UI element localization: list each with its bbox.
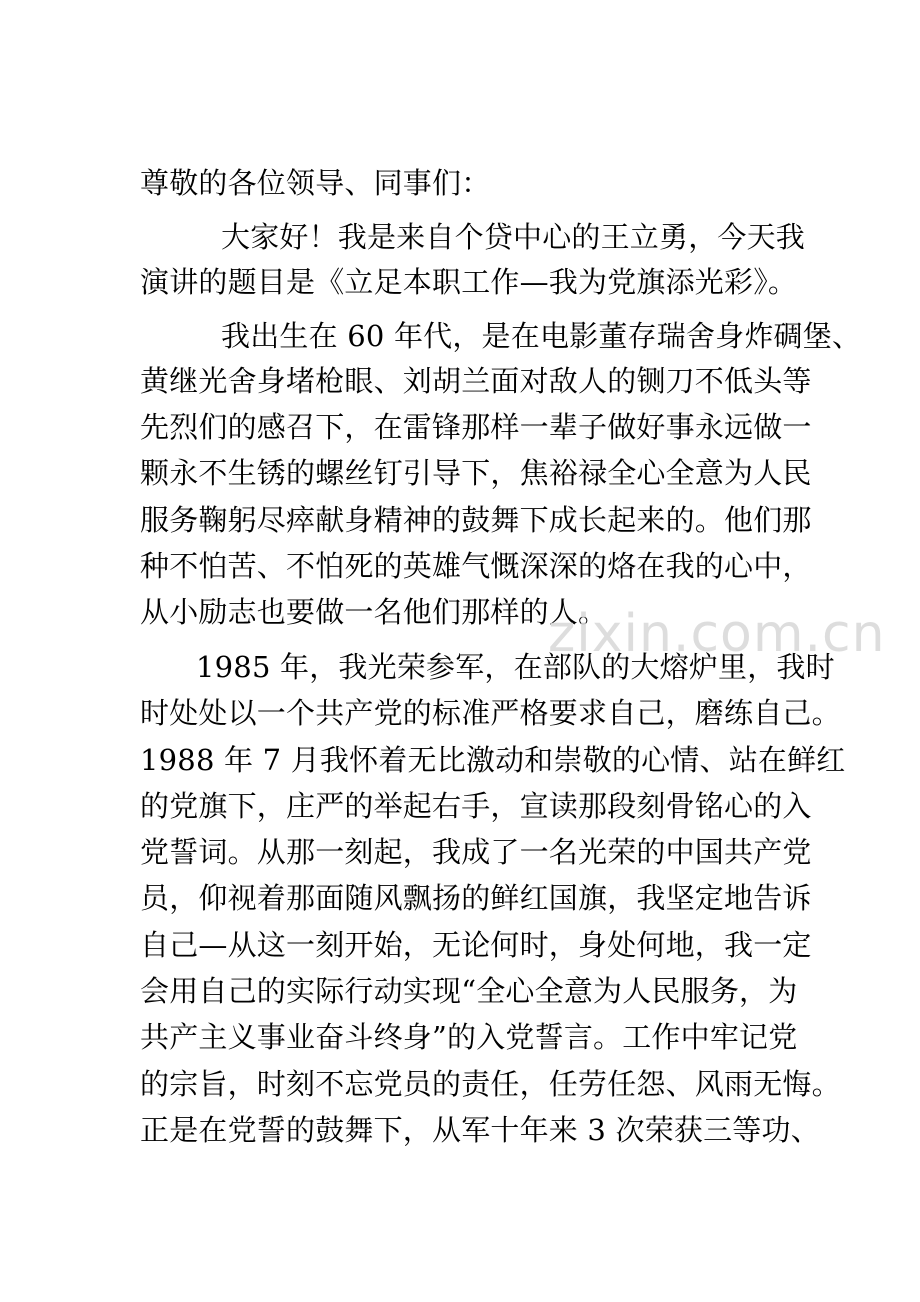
paragraph-line: 的宗旨，时刻不忘党员的责任，任劳任怨、风雨无悔。 — [140, 1067, 841, 1101]
paragraph-line: 服务鞠躬尽瘁献身精神的鼓舞下成长起来的。他们那 — [140, 503, 812, 537]
paragraph-line: 先烈们的感召下，在雷锋那样一辈子做好事永远做一 — [140, 410, 812, 444]
watermark-text: zixin.com.cn — [548, 604, 886, 664]
paragraph-line: 种不怕苦、不怕死的英雄气慨深深的烙在我的心中， — [140, 549, 812, 583]
paragraph-line: 1985 年，我光荣参军，在部队的大熔炉里，我时 — [196, 650, 835, 684]
paragraph-line: 我出生在 60 年代，是在电影董存瑞舍身炸碉堡、 — [221, 319, 862, 353]
paragraph-line: 党誓词。从那一刻起，我成了一名光荣的中国共产党 — [140, 835, 812, 869]
paragraph-line: 员，仰视着那面随风飘扬的鲜红国旗，我坚定地告诉 — [140, 881, 812, 915]
paragraph-line: 大家好！我是来自个贷中心的王立勇，今天我 — [221, 220, 806, 254]
paragraph-line: 正是在党誓的鼓舞下，从军十年来 3 次荣获三等功、 — [140, 1113, 820, 1147]
paragraph-line: 颗永不生锈的螺丝钉引导下，焦裕禄全心全意为人民 — [140, 456, 812, 490]
paragraph-line: 1988 年 7 月我怀着无比激动和崇敬的心情、站在鲜红 — [140, 743, 846, 777]
greeting-line: 尊敬的各位领导、同事们： — [140, 166, 491, 200]
paragraph-line: 黄继光舍身堵枪眼、刘胡兰面对敌人的铡刀不低头等 — [140, 364, 812, 398]
paragraph-line: 演讲的题目是《立足本职工作—我为党旗添光彩》。 — [140, 265, 798, 299]
paragraph-line: 从小励志也要做一名他们那样的人。 — [140, 595, 608, 629]
paragraph-line: 自己—从这一刻开始，无论何时，身处何地，我一定 — [140, 928, 812, 962]
paragraph-line: 的党旗下，庄严的举起右手，宣读那段刻骨铭心的入 — [140, 789, 812, 823]
paragraph-line: 时处处以一个共产党的标准严格要求自己，磨练自己。 — [140, 696, 841, 730]
paragraph-line: 共产主义事业奋斗终身”的入党誓言。工作中牢记党 — [140, 1020, 798, 1054]
paragraph-line: 会用自己的实际行动实现“全心全意为人民服务，为 — [140, 974, 798, 1008]
